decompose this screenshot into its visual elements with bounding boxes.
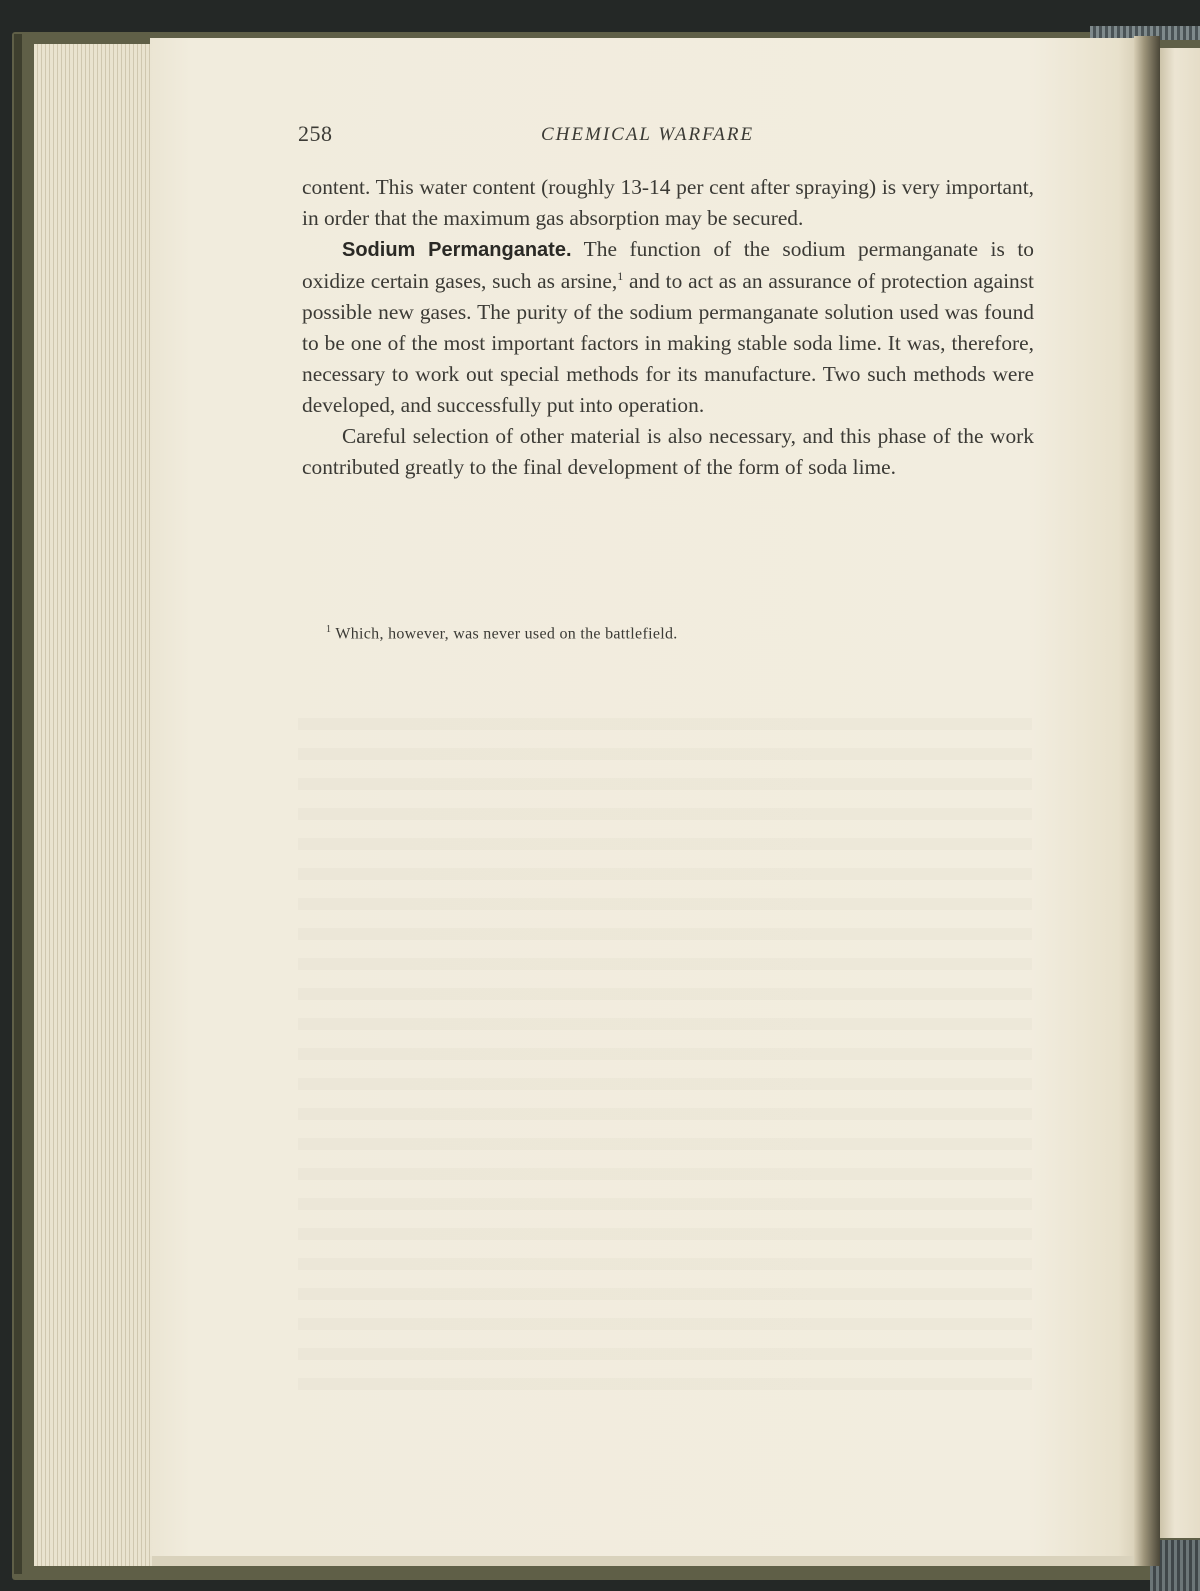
running-head: CHEMICAL WARFARE [541, 124, 755, 145]
paragraph-2 [302, 234, 1034, 421]
footnote-marker: 1 [326, 624, 332, 635]
paragraph-2-text-b: and to act as an assurance of protection against possible new gases. The purity of the sodium permanganate solution used was found to be one of the most important factors in making stable soda lime. It was, therefore, necessary to work out special methods for its manufacture. Two such methods were developed, and successfully put into operation. [302, 269, 1034, 417]
body-text [302, 172, 1034, 483]
paragraph-3: Careful selection of other material is also necessary, and this phase of the work contributed greatly to the final development of the form of soda lime. [302, 424, 1034, 479]
page-gutter [1134, 36, 1160, 1566]
paragraph-2-text-a: The function of the sodium permanganate is to oxidize certain gases, such as arsine, [302, 237, 1034, 293]
footnote-reference: 1 [617, 268, 624, 283]
page-number: 258 [298, 121, 333, 146]
footnote [326, 624, 678, 643]
footnote-text: Which, however, was never used on the battlefield. [331, 625, 678, 643]
show-through [298, 700, 1032, 1390]
paragraph-1: content. This water content (roughly 13-14 per cent after spraying) is very important, in order that the maximum gas absorption may be secured. [302, 175, 1034, 230]
cover-edge [14, 34, 22, 1574]
section-heading: Sodium Permanganate. [342, 239, 572, 261]
facing-page [1158, 48, 1200, 1538]
page-edges [34, 44, 152, 1566]
